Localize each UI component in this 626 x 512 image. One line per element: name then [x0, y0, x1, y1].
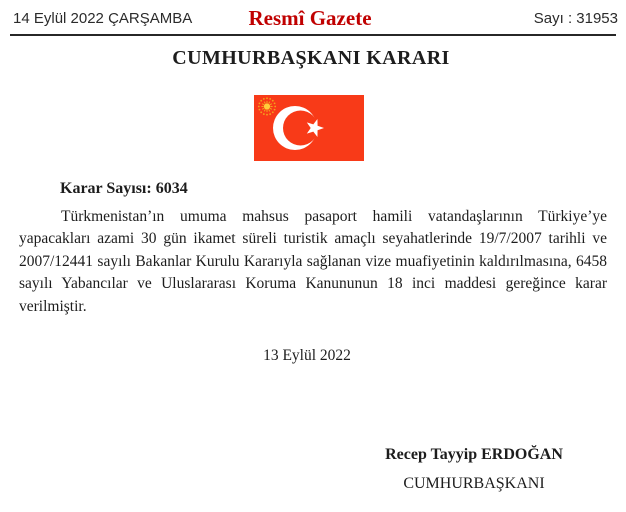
- signatory-name: Recep Tayyip ERDOĞAN: [385, 446, 563, 463]
- gazette-issue-number: Sayı : 31953: [533, 10, 618, 27]
- gazette-masthead: Resmî Gazete: [248, 6, 372, 30]
- signature-block: [348, 445, 600, 493]
- decree-body-paragraph: Türkmenistan’ın umuma mahsus pasaport hamili vatandaşlarının Türkiye’ye yapacakları azami 30 gün ikamet süreli turistik amaçlı seyahatlerinde 19/7/2007 tarihli ve 2007/12441 sayılı Bakanlar Kurulu Kararıyla sağlanan vize muafiyetinin kaldırılmasına, 6458 sayılı Yabancılar ve Uluslararası Koruma Kanununun 18 inci maddesi gereğince karar verilmiştir.: [19, 208, 607, 315]
- decree-date: 13 Eylül 2022: [263, 347, 351, 364]
- header-divider: [10, 34, 616, 36]
- turkish-presidential-flag-image: [254, 95, 364, 161]
- decree-title: CUMHURBAŞKANI KARARI: [172, 47, 450, 69]
- decision-number: Karar Sayısı: 6034: [60, 180, 188, 197]
- gazette-date: 14 Eylül 2022 ÇARŞAMBA: [13, 10, 193, 27]
- signatory-title: CUMHURBAŞKANI: [403, 475, 545, 492]
